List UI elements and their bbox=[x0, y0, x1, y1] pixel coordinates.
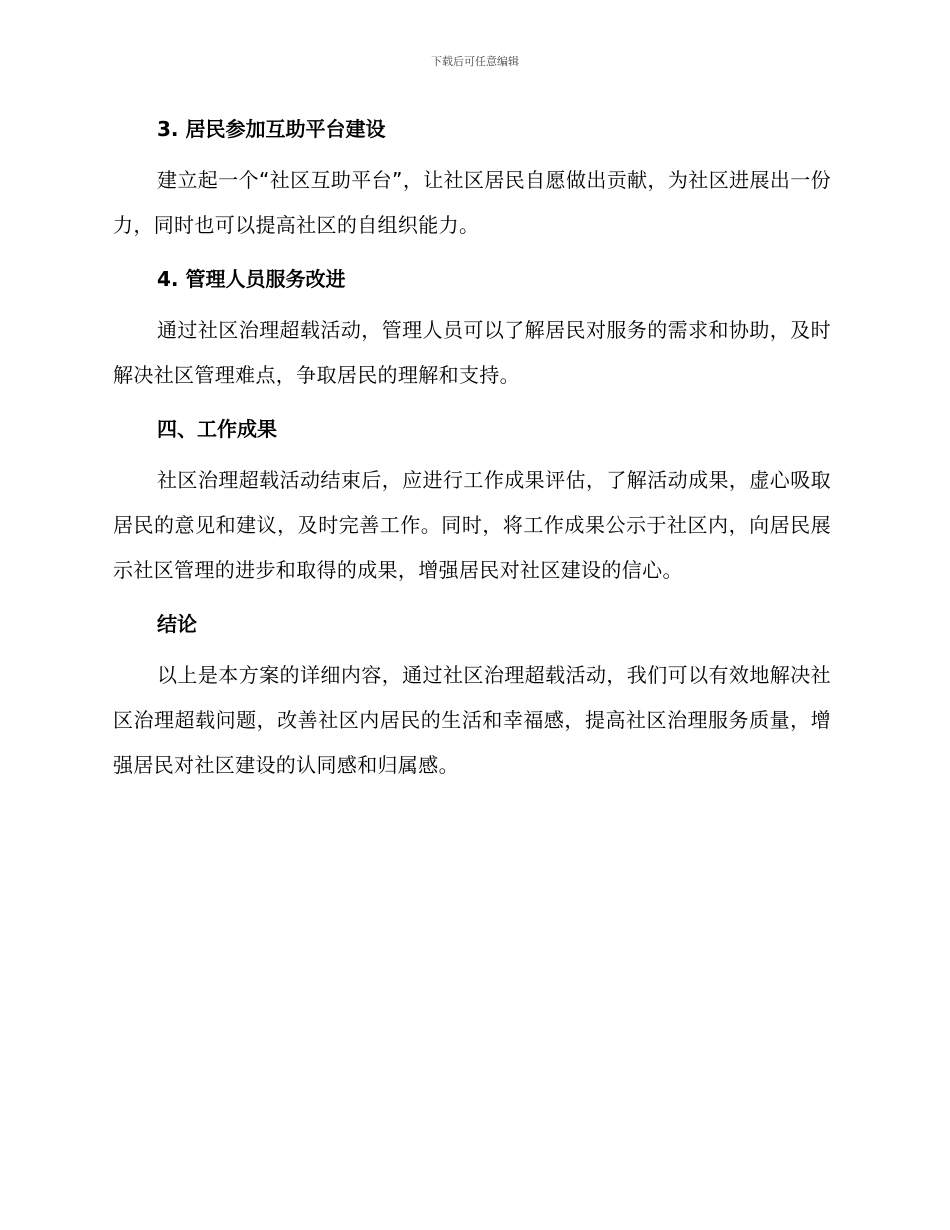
section-heading-mutual-aid: 3. 居民参加互助平台建设 bbox=[157, 117, 386, 141]
page-header-note: 下载后可任意编辑 bbox=[431, 55, 519, 68]
section-heading-service-improvement: 4. 管理人员服务改进 bbox=[157, 267, 346, 291]
section-heading-work-results: 四、工作成果 bbox=[157, 417, 277, 441]
section-paragraph-work-results: 社区治理超载活动结束后，应进行工作成果评估，了解活动成果，虚心吸取居民的意见和建议，及时完善工作。同时，将工作成果公示于社区内，向居民展示社区管理的进步和取得的成果，增强居民对社区建设的信心。 bbox=[113, 468, 831, 582]
section-paragraph-conclusion: 以上是本方案的详细内容，通过社区治理超载活动，我们可以有效地解决社区治理超载问题，改善社区内居民的生活和幸福感，提高社区治理服务质量，增强居民对社区建设的认同感和归属感。 bbox=[113, 663, 831, 777]
section-paragraph-service-improvement: 通过社区治理超载活动，管理人员可以了解居民对服务的需求和协助，及时解决社区管理难点，争取居民的理解和支持。 bbox=[113, 318, 831, 387]
section-heading-conclusion: 结论 bbox=[157, 612, 197, 636]
section-paragraph-mutual-aid: 建立起一个“社区互助平台”，让社区居民自愿做出贡献，为社区进展出一份力，同时也可以提高社区的自组织能力。 bbox=[113, 168, 831, 237]
document-body bbox=[113, 113, 831, 788]
